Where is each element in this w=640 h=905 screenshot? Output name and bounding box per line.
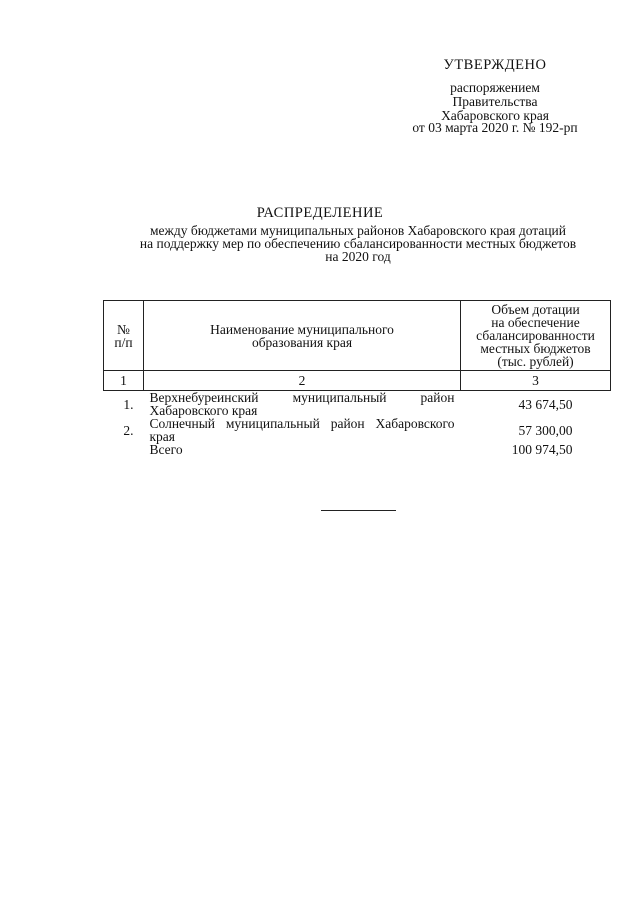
subtitle-line-2: на поддержку мер по обеспечению сбалансированности местных бюджетов: [139, 236, 577, 251]
approval-line-1: распоряжением: [450, 80, 540, 95]
document-subtitle: [98, 224, 618, 263]
approval-line-2: Правительства: [452, 94, 538, 109]
document-title: РАСПРЕДЕЛЕНИЕ: [256, 205, 384, 221]
table-row: [104, 417, 611, 443]
header-value: Объем дотации на обеспечение сбалансированности местных бюджетов (тыс. рублей): [461, 301, 611, 371]
end-divider: [321, 510, 396, 511]
column-number-1: 1: [104, 371, 144, 391]
table-row: [104, 391, 611, 418]
subtitle-line-3: на 2020 год: [325, 249, 391, 264]
row-value: 43 674,50: [518, 396, 573, 412]
row-name: Верхнебуреинский муниципальный район Хабаровского края: [149, 390, 455, 418]
column-number-2: 2: [144, 371, 461, 391]
header-number: № п/п: [104, 301, 144, 371]
row-number: 2.: [123, 422, 134, 438]
row-value: 57 300,00: [518, 422, 573, 438]
approval-reference: от 03 марта 2020 г. № 192-рп: [412, 120, 578, 135]
approval-block: [395, 57, 595, 135]
row-name: Солнечный муниципальный район Хабаровского края: [149, 416, 455, 444]
header-name: Наименование муниципального образования края: [144, 301, 461, 371]
approval-line-3: Хабаровского края: [441, 108, 549, 123]
total-row: [104, 443, 611, 456]
total-value: 100 974,50: [511, 442, 573, 457]
column-number-3: 3: [461, 371, 611, 391]
row-number: 1.: [123, 396, 134, 412]
distribution-table: [103, 300, 611, 456]
approval-heading: УТВЕРЖДЕНО: [443, 57, 547, 73]
total-label: Всего: [149, 442, 183, 457]
subtitle-line-1: между бюджетами муниципальных районов Хабаровского края дотаций: [149, 223, 566, 238]
